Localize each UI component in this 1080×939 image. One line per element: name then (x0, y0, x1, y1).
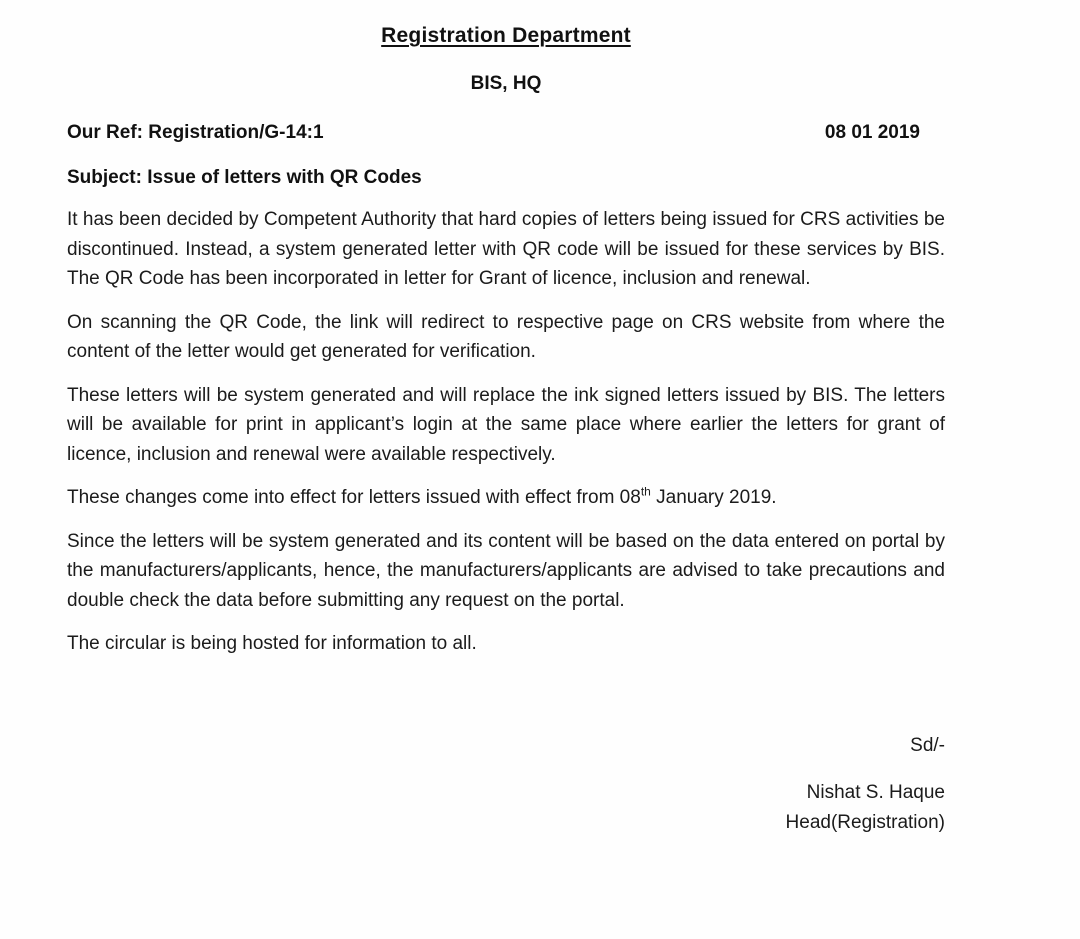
body-paragraph: These letters will be system generated and will replace the ink signed letters issued by BIS. The letters will be available for print in applicant’s login at the same place where earlier the letters for grant of licence, inclusion and renewal were available respectively. (67, 384, 945, 465)
superscript-ordinal: th (640, 484, 651, 499)
letter-date: 08 01 2019 (824, 122, 920, 143)
letter-title: Registration Department (381, 24, 631, 47)
effective-date-paragraph (67, 483, 945, 513)
signatory-name: Nishat S. Haque (806, 782, 945, 803)
effective-date-text: These changes come into effect for letters issued with effect from 08 (67, 487, 641, 508)
signatory (67, 778, 945, 837)
reference-number: Our Ref: Registration/G-14:1 (67, 122, 324, 143)
signatory-designation: Head(Registration) (785, 811, 945, 833)
body-paragraph: It has been decided by Competent Authority that hard copies of letters being issued for CRS activities be discontinued. Instead, a system generated letter with QR code will be issued for these services by BIS. The QR Code has been incorporated in letter for Grant of licence, inclusion and renewal. (67, 209, 945, 289)
letter-subtitle: BIS, HQ (470, 73, 542, 94)
signature-block (67, 731, 945, 838)
reference-row (67, 122, 945, 144)
effective-date-text: January 2019. (650, 487, 777, 508)
body-paragraph: On scanning the QR Code, the link will redirect to respective page on CRS website from where the content of the letter would get generated for verification. (67, 311, 945, 362)
subject-line: Subject: Issue of letters with QR Codes (67, 167, 422, 188)
signature-sd: Sd/- (910, 734, 945, 756)
body-paragraph: The circular is being hosted for information to all. (67, 633, 477, 654)
body-paragraph: Since the letters will be system generated and its content will be based on the data entered on portal by the manufacturers/applicants, hence, the manufacturers/applicants are advised to take precautions and double check the data before submitting any request on the portal. (67, 530, 945, 611)
